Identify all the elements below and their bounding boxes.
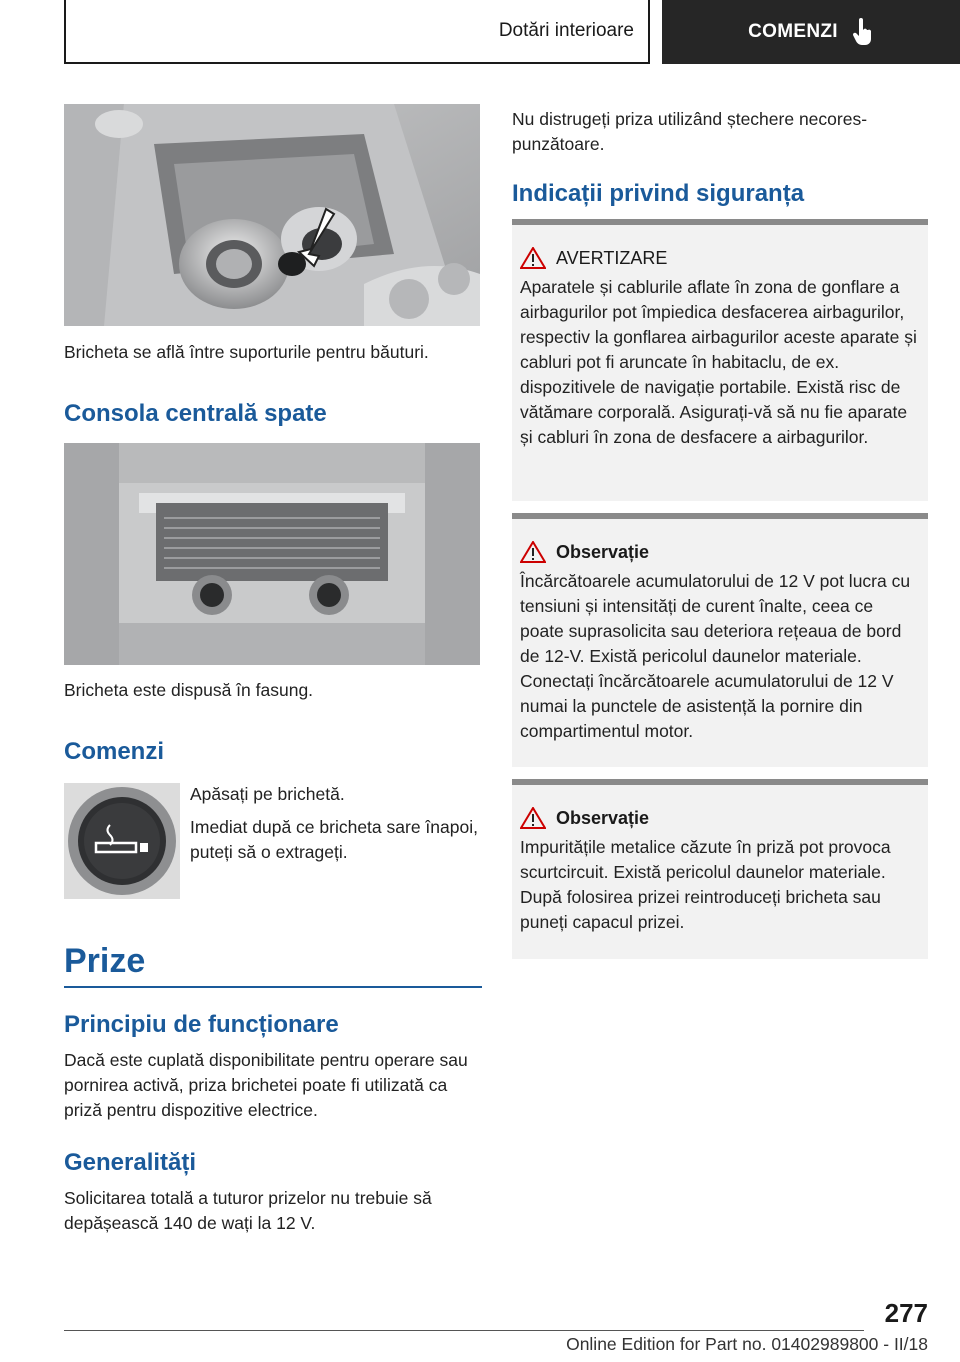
warning-box	[512, 219, 928, 501]
notice-text: Impuritățile metalice căzute în priză pot provoca scurtcircuit. Există pericolul daunelor materiale. După folosirea prizei reintroduceți bricheta sau puneți capacul prizei.	[520, 837, 891, 932]
warning-triangle-icon	[520, 541, 546, 563]
chapter-title: COMENZI	[748, 21, 838, 42]
notice-header	[512, 785, 928, 835]
heading-sockets: Prize	[64, 942, 146, 980]
controls-step1: Apăsați pe brichetă.	[190, 784, 345, 804]
caption-cupholder: Bricheta se află între suporturile pentru băuturi.	[64, 342, 429, 362]
cupholder-lighter-photo	[64, 104, 480, 326]
heading-controls: Comenzi	[64, 738, 165, 765]
heading-general: Generalități	[64, 1149, 197, 1176]
note-box-metal	[512, 779, 928, 959]
edition-text: Online Edition for Part no. 01402989800 - II/18	[566, 1334, 928, 1354]
notice-text: Încărcătoarele acumulatorului de 12 V pot lucra cu tensiuni și intensități de curent înalte, ceea ce poate suprasolicita sau deteriora rețeaua de bord de 12-V. Există pericolul daunelor materiale. Conectați încărcătoarele acumulatorului de 12 V numai la punctele de asistență la pornire din compartimentul motor.	[520, 571, 911, 741]
section-title: Dotări interioare	[498, 20, 634, 41]
notice-title: Observație	[556, 541, 650, 562]
note-box-charger	[512, 513, 928, 767]
page-number: 277	[884, 1298, 928, 1328]
general-text: Solicitarea totală a tuturor prizelor nu trebuie să depășească 140 de wați la 12 V.	[64, 1188, 432, 1233]
footer-divider	[64, 1330, 864, 1331]
section-tab	[64, 0, 650, 64]
chapter-tab	[662, 0, 960, 64]
section-divider	[64, 986, 482, 988]
heading-principle: Principiu de funcționare	[64, 1011, 339, 1038]
heading-rear-console: Consola centrală spate	[64, 400, 327, 427]
notice-header	[512, 519, 928, 569]
warning-triangle-icon	[520, 807, 546, 829]
notice-title: AVERTIZARE	[556, 247, 668, 268]
controls-step2: Imediat după ce bricheta sare înapoi, puteți să o extrageți.	[190, 817, 478, 862]
notice-title: Observație	[556, 807, 650, 828]
principle-text: Dacă este cuplată disponibilitate pentru operare sau pornirea activă, priza brichetei poate fi utilizată ca priză pentru dispozitive electrice.	[64, 1050, 468, 1120]
hand-pointer-icon	[852, 18, 874, 46]
lighter-button-icon	[64, 783, 180, 899]
warning-triangle-icon	[520, 247, 546, 269]
notice-header	[512, 225, 928, 275]
heading-safety: Indicații privind siguranța	[512, 180, 805, 207]
intro-text: Nu distrugeți priza utilizând ștechere necorespunzătoare.	[512, 109, 868, 154]
caption-rear-console: Bricheta este dispusă în fasung.	[64, 680, 314, 700]
rear-console-photo	[64, 443, 480, 665]
notice-text: Aparatele și cablurile aflate în zona de gonflare a airbagurilor pot împiedica desfacerea airbagurilor, respectiv la gonflarea airbagurilor aceste aparate și cabluri pot fi aruncate în habitaclu, de ex. dispozitivele de navigație portabile. Există risc de vătămare corporală. Asigurați-vă să nu fie aparate și cabluri în zona de desfacere a airbagurilor.	[520, 277, 917, 447]
